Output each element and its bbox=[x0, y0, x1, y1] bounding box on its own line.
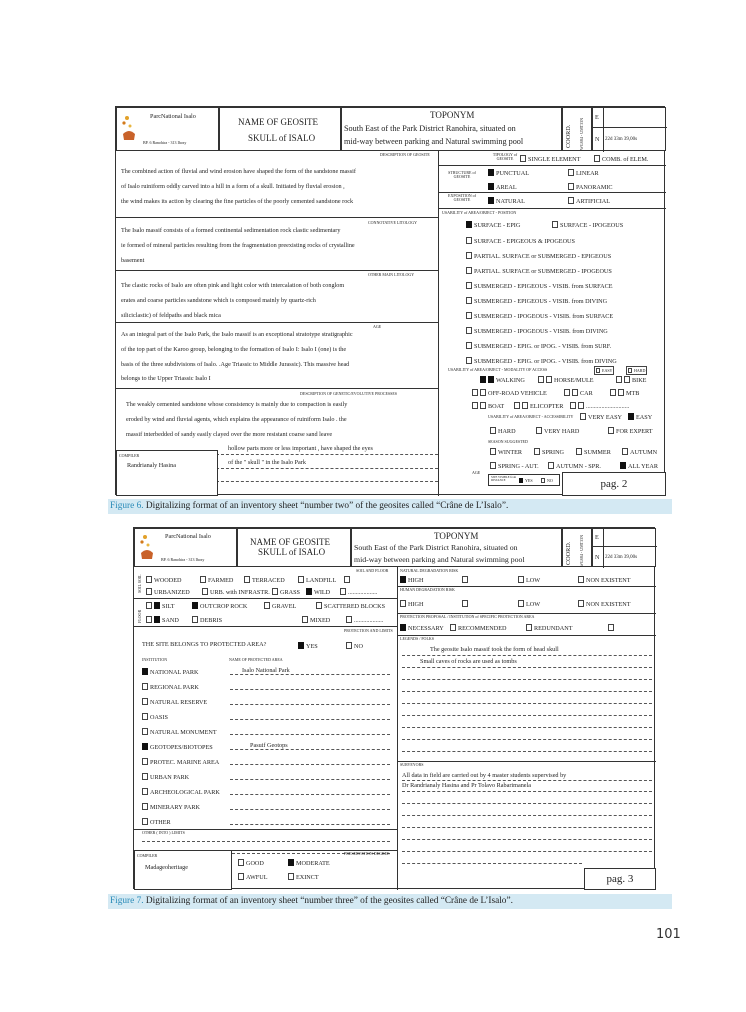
accessibility-label: USABILITY of AREA/OBJECT - ACCESSIBILITY bbox=[488, 414, 574, 419]
figure-7-caption bbox=[108, 894, 672, 909]
area-name-geotope: Pasuif Geotops bbox=[250, 742, 288, 749]
page-number: 101 bbox=[656, 927, 681, 942]
description-line-2: of Isalo ruiniform oddly carved into a hill in a form of a skull. Initiated by fluvial erosion , bbox=[121, 183, 345, 190]
floor-sand: SAND bbox=[146, 616, 179, 624]
connotative-line-1: The Isalo massif consists of a formed continental sedimentation rock clastic sedimentary bbox=[121, 227, 341, 234]
toponym-label: TOPONYM bbox=[430, 110, 475, 120]
figure-7-label: Figure 7. bbox=[110, 896, 144, 906]
exposition-artificial: ARTIFICIAL bbox=[568, 197, 610, 205]
other-litology-line-3: siliciclastic) of feldpaths and black mica bbox=[121, 312, 221, 319]
protection-recommended: RECOMMENDED bbox=[450, 624, 506, 632]
accessibility-hard: HARD bbox=[490, 427, 516, 435]
preservation-label: PRESERVATION DEGREE bbox=[344, 851, 390, 856]
figure-6-text: Digitalizing format of an inventory sheet “number two” of the geosites called “Crâne de L’Isalo”. bbox=[143, 501, 509, 511]
structure-linear: LINEAR bbox=[568, 169, 599, 177]
toponym-box-3 bbox=[351, 528, 562, 567]
institution-label: INSTITUTION bbox=[142, 657, 168, 662]
geosite-label: NAME OF GEOSITE bbox=[238, 117, 318, 127]
access-car: CAR bbox=[564, 389, 593, 397]
floor-dots: ................... bbox=[346, 616, 383, 624]
protection-other bbox=[608, 624, 616, 632]
accessibility-expert: FOR EXPERT bbox=[608, 427, 653, 435]
access-bike: BIKE bbox=[616, 376, 646, 384]
soil-urbanized: URBANIZED bbox=[146, 588, 190, 596]
park-logo bbox=[121, 114, 137, 144]
floor-outcrop: OUTCROP ROCK bbox=[192, 602, 247, 610]
protection-limits-label: PROTECTION AND LIMITS bbox=[344, 628, 393, 633]
exposition-natural: NATURAL bbox=[488, 197, 525, 205]
usability-option-8: SUBMERGED - IPOGEOUS - VISIB. from SURFACE bbox=[466, 312, 613, 320]
figure-7-text: Digitalizing format of an inventory sheet “number three” of the geosites called “Crâne de L’Isalo”. bbox=[143, 896, 513, 906]
genetic-line-1: The weakly cemented sandstone whose consistency is mainly due to compaction is easily bbox=[126, 401, 348, 408]
genetic-line-4: hollow parts more or less important , have shaped the eyes bbox=[228, 445, 373, 452]
other-limits-label: OTHER ( INTO ) LIMITS bbox=[142, 830, 185, 835]
age-line-2: of the top part of the Karoo group, belonging to the formation of Isalo I: Isalo I (one) is the bbox=[121, 346, 347, 353]
park-address: BP. 6 Ranohira - 313 Ihosy bbox=[161, 557, 205, 562]
usability-option-9: SUBMERGED - IPOGEOUS - VISIB. from DIVING bbox=[466, 327, 608, 335]
area-marine: PROTEC. MARINE AREA bbox=[142, 758, 219, 766]
visible-yes: YES bbox=[519, 478, 533, 483]
age-small-label: AGE bbox=[472, 470, 481, 475]
e-label: E bbox=[595, 534, 599, 541]
connotative-line-2: ie formed of mineral particles resulting from the fragmentation preexisting rocks of crystalline bbox=[121, 242, 355, 249]
soil-urb-infra: URB. with INFRASTR. bbox=[202, 588, 270, 596]
park-name: ParcNational Isalo bbox=[150, 113, 196, 120]
protected-name-label: NAME OF PROTECTED AREA bbox=[229, 657, 283, 662]
natural-risk-label: NATURAL DEGRADATION RISK bbox=[400, 568, 459, 573]
area-national-park: NATIONAL PARK bbox=[142, 668, 199, 676]
natural-risk-high: HIGH bbox=[400, 576, 423, 584]
area-name-national: Isalo National Park bbox=[242, 667, 290, 674]
compiler-name: Madageoheritage bbox=[145, 864, 188, 871]
inventory-sheet-two bbox=[115, 106, 665, 495]
e-label: E bbox=[595, 114, 599, 121]
figure-6-label: Figure 6. bbox=[110, 501, 144, 511]
usability-option-11: SUBMERGED - EPIG. or IPOG. - VISIB. from DIVING bbox=[466, 357, 617, 365]
floor-scattered: SCATTERED BLOCKS bbox=[316, 602, 385, 610]
genetic-line-3: massif interbedded of sandy easily clayed over the more resistant coarse sand leave bbox=[126, 431, 333, 438]
page-label-three: pag. 3 bbox=[584, 868, 656, 890]
protection-redundant: REDUNDANT bbox=[526, 624, 573, 632]
visible-no: NO bbox=[541, 478, 553, 483]
usability-option-5: PARTIAL. SURFACE or SUBMERGED - IPOGEOUS bbox=[466, 267, 612, 275]
natural-risk-low: LOW bbox=[518, 576, 540, 584]
toponym-line-2: mid-way between parking and Natural swimming pool bbox=[344, 137, 524, 146]
access-boat: BOAT bbox=[472, 402, 504, 410]
floor-mixed: MIXED bbox=[302, 616, 330, 624]
human-risk-low: LOW bbox=[518, 600, 540, 608]
floor-gravel: GRAVEL bbox=[264, 602, 296, 610]
season-summer: SUMMER bbox=[576, 448, 611, 456]
surveyors-label: SURVEYORS bbox=[400, 762, 424, 767]
area-natural-monument: NATURAL MONUMENT bbox=[142, 728, 217, 736]
typology-label: TIPOLOGY of GEOSITE bbox=[492, 152, 518, 161]
soil-side-label: SOIL SOIL bbox=[137, 574, 142, 593]
preservation-moderate: MODERATE bbox=[288, 859, 330, 867]
figure-6-caption bbox=[108, 499, 672, 514]
coord-box bbox=[562, 107, 592, 151]
surveyor-line-1: All data in field are carried out by 4 master students supervised by bbox=[402, 772, 567, 779]
human-risk-label: HUMAN DEGRADATION RISK bbox=[400, 587, 455, 592]
datum-label: WGS84 - UMT33N bbox=[579, 118, 584, 150]
human-risk-none: NON EXISTENT bbox=[578, 600, 631, 608]
datum-label: WGS84 - UMT33N bbox=[579, 535, 584, 567]
preservation-good: GOOD bbox=[238, 859, 264, 867]
geosite-name-box bbox=[219, 107, 341, 151]
season-all-year: ALL YEAR bbox=[620, 462, 658, 470]
area-oasis: OASIS bbox=[142, 713, 168, 721]
surveyor-line-2: Dr Randrianaly Hasina and Pr Tolavo Rabarimanela bbox=[402, 782, 532, 789]
genetic-label: DESCRIPTION OF GENETIC/EVOLUTIVE PROCESSES bbox=[300, 391, 398, 396]
protected-question: THE SITE BELONGS TO PROTECTED AREA? bbox=[142, 641, 267, 648]
usability-label: USABILITY of AREA/OBJECT - POSITION bbox=[442, 210, 517, 215]
visible-label: SITE VISIBLE from DISTANCE bbox=[491, 475, 517, 482]
accessibility-very-easy: VERY EASY bbox=[580, 413, 622, 421]
age-line-3: basis of the three subdivisions of Isalo. .Age Triassic to Middle Jurassic). This massive head bbox=[121, 361, 350, 368]
natural-risk-mid bbox=[462, 576, 470, 584]
natural-risk-none: NON EXISTENT bbox=[578, 576, 631, 584]
park-logo-box bbox=[116, 107, 219, 151]
modality-easy: EASY bbox=[594, 366, 614, 375]
park-name: ParcNational Isalo bbox=[165, 533, 211, 540]
exposition-label: EXPOSITION of GEOSITE bbox=[448, 193, 476, 202]
modality-label: USABILITY of AREA/OBJECT - MODALITY OF ACCESS bbox=[448, 367, 548, 372]
season-label: SEASON SUGGESTED bbox=[488, 439, 528, 444]
access-other: ............................ bbox=[570, 402, 629, 410]
coord-values-box bbox=[592, 107, 666, 151]
area-archeological: ARCHEOLOGICAL PARK bbox=[142, 788, 220, 796]
compiler-box-3 bbox=[134, 850, 232, 890]
area-other: OTHER bbox=[142, 818, 171, 826]
usability-option-7: SUBMERGED - EPIGEOUS - VISIB. from DIVING bbox=[466, 297, 607, 305]
soil-other bbox=[344, 576, 352, 584]
compiler-box bbox=[116, 450, 218, 496]
typology-comb: COMB. of ELEM. bbox=[594, 155, 648, 163]
floor-debris: DEBRIS bbox=[192, 616, 222, 624]
legend-line-2: Small caves of rocks are used as tombs bbox=[420, 658, 517, 665]
usability-option-1: SURFACE - EPIG bbox=[466, 221, 520, 229]
soil-wild: WILD bbox=[306, 588, 330, 596]
soil-wooded: WOODED bbox=[146, 576, 182, 584]
usability-option-4: PARTIAL. SURFACE or SUBMERGED - EPIGEOUS bbox=[466, 252, 611, 260]
geosite-name: SKULL of ISALO bbox=[258, 547, 326, 557]
geosite-name: SKULL of ISALO bbox=[248, 133, 316, 143]
preservation-awful: AWFUL bbox=[238, 873, 268, 881]
age-label: AGE bbox=[373, 324, 382, 329]
soil-grass: GRASS bbox=[272, 588, 300, 596]
floor-silt: SILT bbox=[146, 602, 175, 610]
toponym-line-2: mid-way between parking and Natural swimming pool bbox=[354, 555, 525, 564]
human-risk-high: HIGH bbox=[400, 600, 423, 608]
structure-label: STRUCTURE of GEOSITE bbox=[448, 170, 476, 179]
structure-punctual: PUNCTUAL bbox=[488, 169, 529, 177]
geosite-name-box-3 bbox=[237, 528, 351, 567]
connotative-line-3: basement bbox=[121, 257, 145, 264]
compiler-name: Randrianaly Hasina bbox=[127, 462, 176, 469]
page-label-two: pag. 2 bbox=[562, 472, 666, 496]
n-value: 22d 33m 39,00s bbox=[605, 555, 638, 560]
preservation-exinct: EXINCT bbox=[288, 873, 319, 881]
season-winter: WINTER bbox=[490, 448, 522, 456]
compiler-label: COMPILER bbox=[119, 453, 140, 458]
area-minerary: MINERARY PARK bbox=[142, 803, 200, 811]
n-label: N bbox=[595, 554, 600, 561]
accessibility-easy: EASY bbox=[628, 413, 652, 421]
usability-option-3: SURFACE - EPIGEOUS & IPOGEOUS bbox=[466, 237, 575, 245]
park-logo-box-3 bbox=[134, 528, 237, 567]
coord-values-box-3 bbox=[592, 528, 656, 567]
protection-necessary: NECESSARY bbox=[400, 624, 444, 632]
inventory-sheet-three bbox=[133, 527, 655, 889]
other-litology-line-1: The clastic rocks of Isalo are often pink and light color with intercalation of both conglom bbox=[121, 282, 345, 289]
toponym-box bbox=[341, 107, 562, 151]
description-line-1: The combined action of fluvial and wind erosion have shaped the form of the sandstone massif bbox=[121, 168, 356, 175]
human-risk-mid bbox=[462, 600, 470, 608]
soil-landfill: LANDFILL bbox=[298, 576, 336, 584]
description-label: DESCRIPTION OF GEOSITE bbox=[380, 152, 430, 157]
visible-box bbox=[488, 474, 560, 486]
season-autumn-spr: AUTUMN - SPR. bbox=[548, 462, 601, 470]
soil-farmed: FARMED bbox=[200, 576, 233, 584]
age-line-1: As an integral part of the Isalo Park, the Isalo massif is an exceptional stratotype stratigraphic bbox=[121, 331, 353, 338]
genetic-line-2: eroded by wind and fluvial agents, which explains the appearance of ruiniform Isalo . the bbox=[126, 416, 347, 423]
soil-dots: ................... bbox=[340, 588, 377, 596]
park-address: BP. 6 Ranohira - 313 Ihosy bbox=[143, 140, 187, 145]
access-elicopter: ELICOPTER bbox=[514, 402, 563, 410]
park-logo bbox=[139, 533, 155, 563]
area-geotopes: GEOTOPES/BIOTOPES bbox=[142, 743, 213, 751]
toponym-line-1: South East of the Park District Ranohira, situated on bbox=[344, 124, 516, 133]
age-line-4: belongs to the Upper Triassic Isalo I bbox=[121, 375, 211, 382]
toponym-label: TOPONYM bbox=[434, 531, 479, 541]
n-label: N bbox=[595, 136, 600, 143]
access-horse: HORSE/MULE bbox=[538, 376, 594, 384]
genetic-line-5: of the " skull " in the Isalo Park bbox=[228, 459, 306, 466]
protected-yes: YES bbox=[298, 642, 318, 650]
connotative-label: CONNOTATIVE LITOLOGY bbox=[368, 220, 418, 225]
coord-label: COORD. bbox=[565, 124, 572, 148]
coord-box-3 bbox=[562, 528, 592, 567]
floor-side-label: FLOOR bbox=[137, 609, 142, 623]
season-autumn: AUTUMN bbox=[622, 448, 657, 456]
description-line-3: the wind makes its action by clearing the fine particles of the poorly cemented sandstone rock bbox=[121, 198, 354, 205]
access-mtb: MTB bbox=[610, 389, 639, 397]
typology-single: SINGLE ELEMENT bbox=[520, 155, 580, 163]
structure-areal: AREAL bbox=[488, 183, 517, 191]
usability-option-10: SUBMERGED - EPIG. or IPOG. - VISIB. from SURF. bbox=[466, 342, 611, 350]
usability-option-2: SURFACE - IPOGEOUS bbox=[552, 221, 623, 229]
modality-hard: HARD bbox=[626, 366, 647, 375]
area-urban-park: URBAN PARK bbox=[142, 773, 189, 781]
compiler-label: COMPILER bbox=[137, 853, 158, 858]
access-offroad: OFF-ROAD VEHICLE bbox=[472, 389, 547, 397]
season-spring-aut: SPRING - AUT. bbox=[490, 462, 539, 470]
access-walking: WALKING bbox=[480, 376, 525, 384]
season-spring: SPRING bbox=[534, 448, 564, 456]
coord-label: COORD. bbox=[565, 541, 572, 565]
accessibility-very-hard: VERY HARD bbox=[536, 427, 579, 435]
protected-no: NO bbox=[346, 642, 363, 650]
legends-label: LEGENDS / FOLKS bbox=[400, 636, 435, 641]
protection-proposal-label: PROTECTION PROPOSAL / INSTITUTION of SPECIFIC PROTECTION AREA bbox=[400, 614, 535, 619]
area-natural-reserve: NATURAL RESERVE bbox=[142, 698, 207, 706]
usability-option-6: SUBMERGED - EPIGEOUS - VISIB. from SURFACE bbox=[466, 282, 612, 290]
soil-terraced: TERRACED bbox=[244, 576, 285, 584]
soil-label: SOIL AND FLOOR bbox=[356, 568, 389, 573]
legend-line-1: The geosite Isalo massif took the form of head skull bbox=[430, 646, 559, 653]
other-litology-label: OTHER MAIN LITOLOGY bbox=[368, 272, 415, 277]
structure-panoramic: PANORAMIC bbox=[568, 183, 613, 191]
geosite-label: NAME OF GEOSITE bbox=[250, 537, 330, 547]
toponym-line-1: South East of the Park District Ranohira, situated on bbox=[354, 543, 518, 552]
other-litology-line-2: erates and coarse particles sandstone which is composed mainly by quartz-rich bbox=[121, 297, 316, 304]
n-value: 22d 33m 39,00s bbox=[605, 137, 638, 142]
area-regional-park: REGIONAL PARK bbox=[142, 683, 199, 691]
